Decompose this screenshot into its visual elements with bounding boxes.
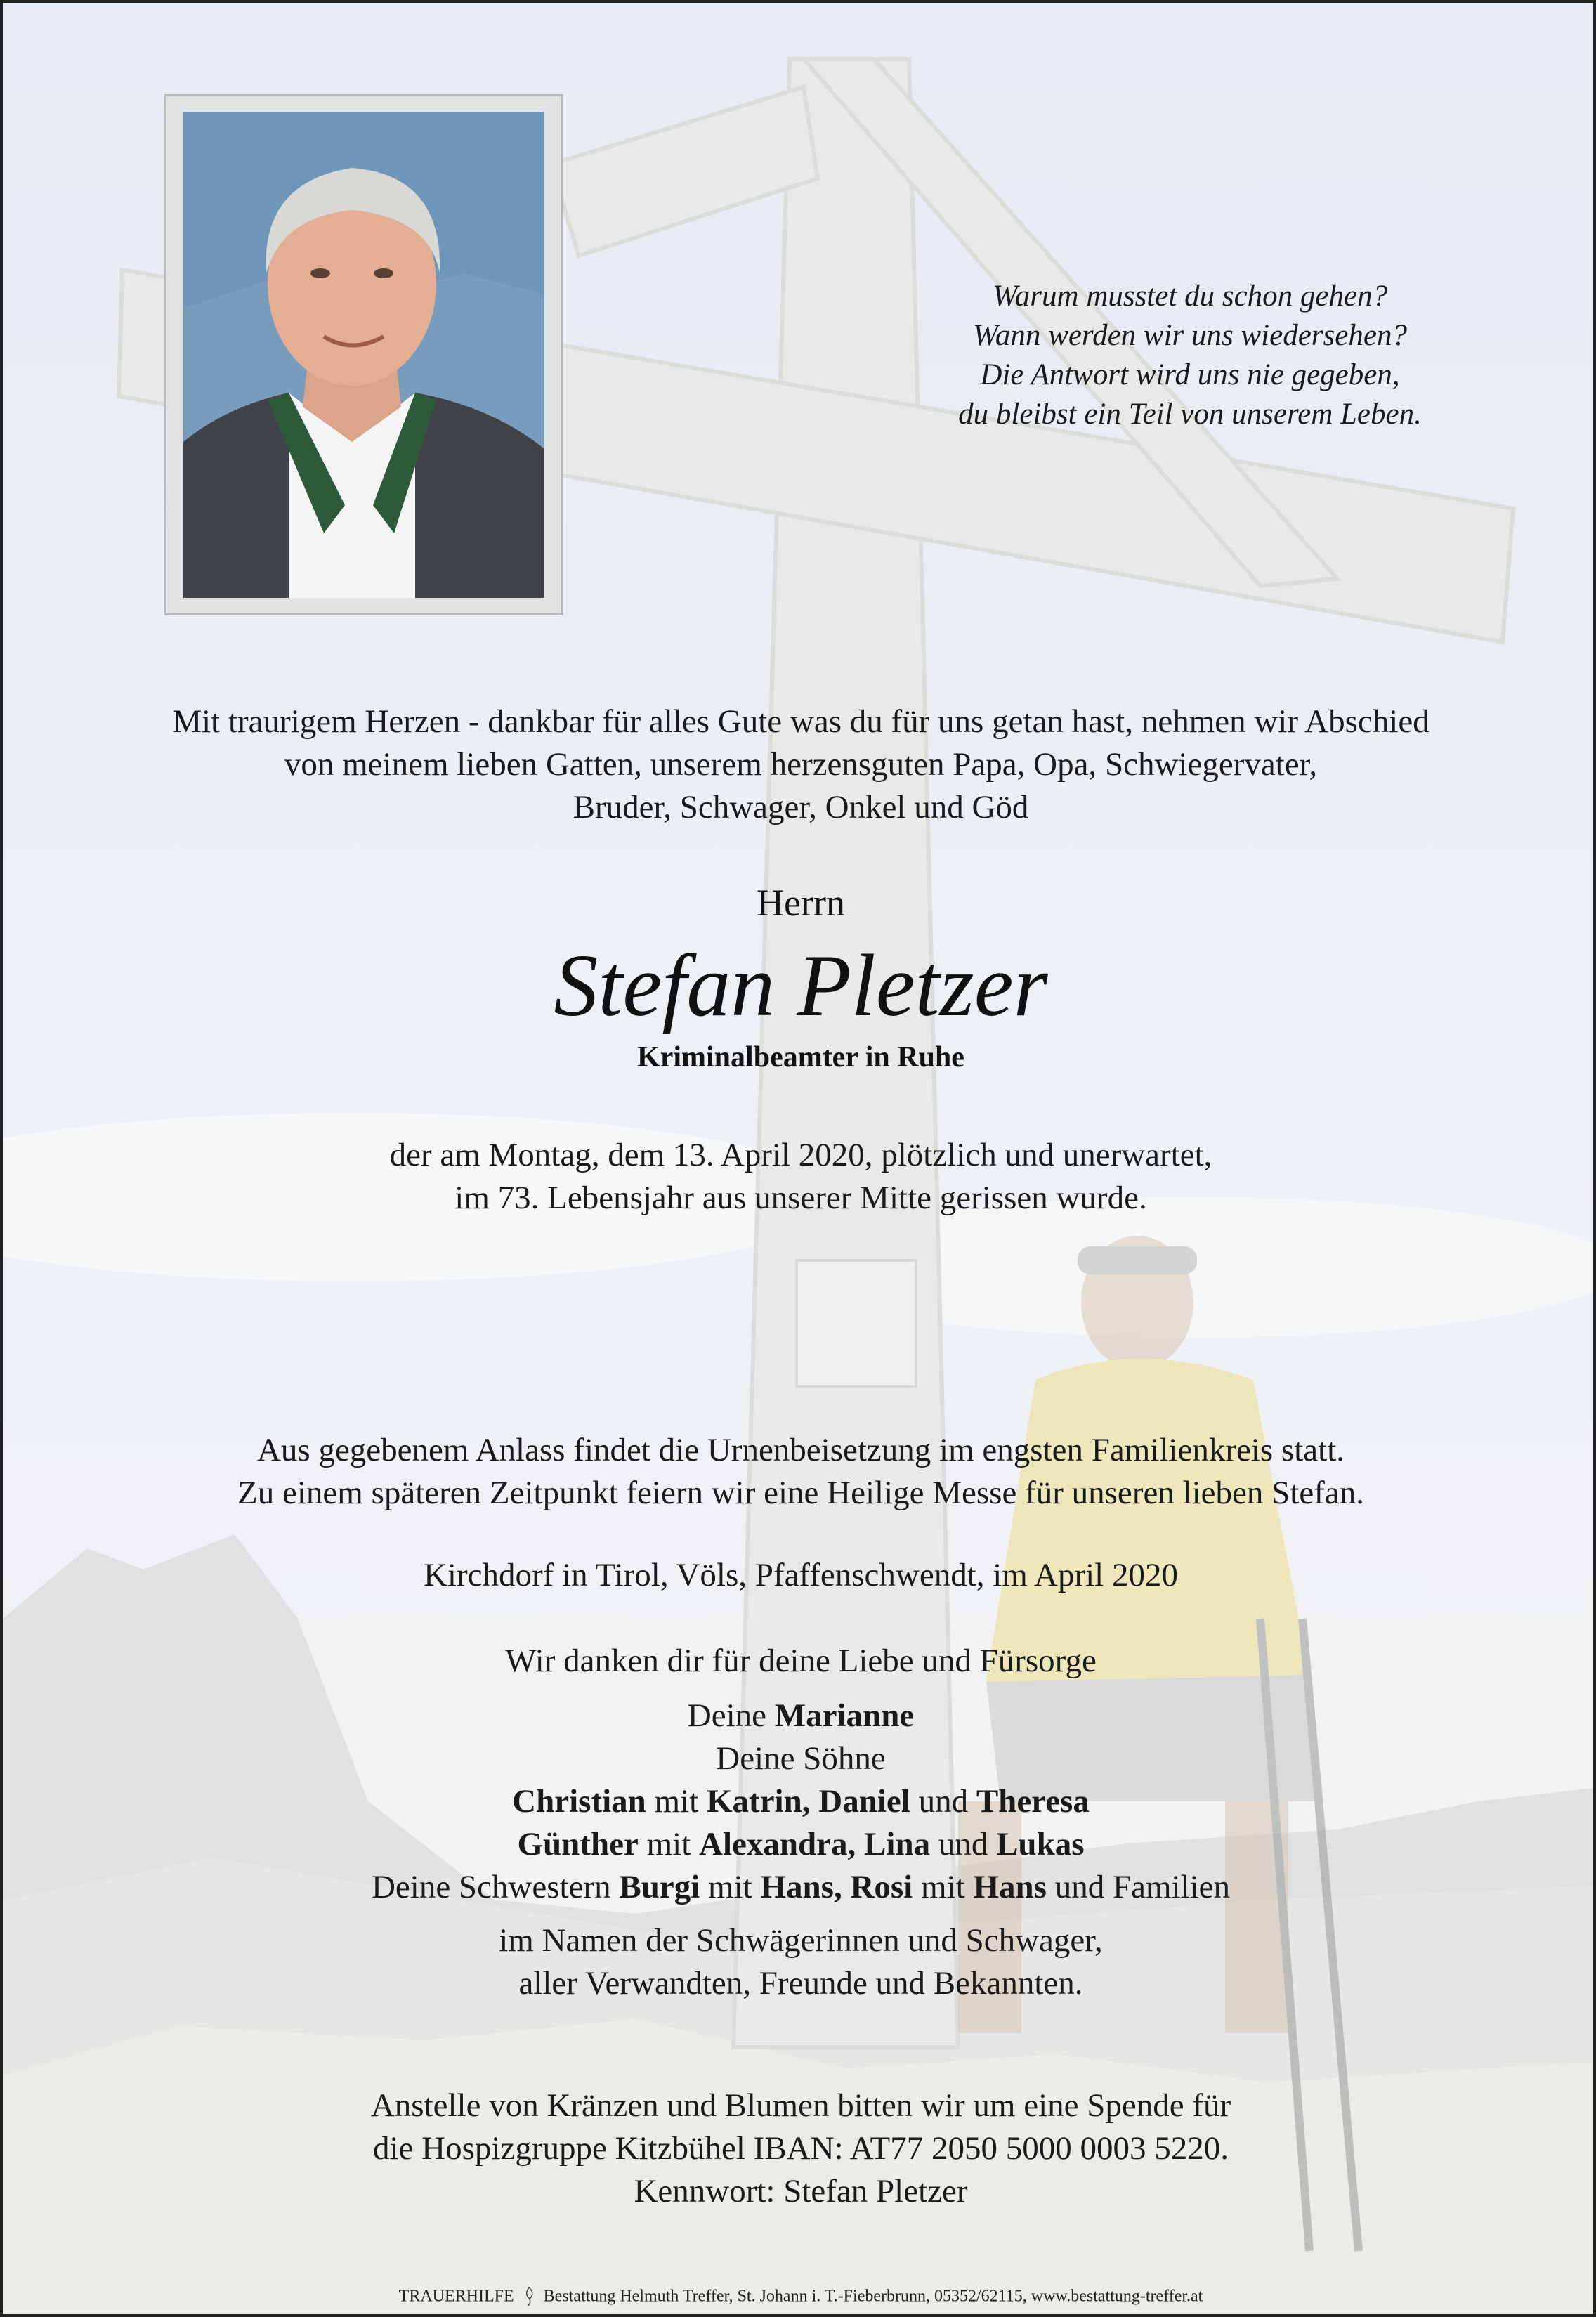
poem: [839, 277, 1541, 434]
ceremony-info: [3, 1429, 1596, 1515]
donation-request: [3, 2084, 1596, 2213]
mourner-son-1: Christian mit Katrin, Daniel und Theresa: [512, 1783, 1090, 1820]
poem-line: Die Antwort wird uns nie gegeben,: [980, 358, 1400, 391]
mourner-son-2: Günther mit Alexandra, Lina und Lukas: [517, 1826, 1085, 1862]
footer-text: Bestattung Helmuth Treffer, St. Johann i. T.-Fieberbrunn, 05352/62115, www.bestattung-treffer.at: [543, 2287, 1203, 2306]
leaf-logo-icon: [521, 2286, 537, 2307]
thanks-line: Wir danken dir für deine Liebe und Fürsorge: [505, 1643, 1097, 1679]
ceremony-line: Aus gegebenem Anlass findet die Urnenbeisetzung im engsten Familienkreis statt.: [256, 1432, 1345, 1468]
intro-line: Bruder, Schwager, Onkel und Göd: [573, 789, 1029, 825]
deceased-title: Kriminalbeamter in Ruhe: [637, 1041, 964, 1073]
relatives-line: im Namen der Schwägerinnen und Schwager,: [499, 1922, 1103, 1959]
relatives-text: [3, 1919, 1596, 2005]
footer: [3, 2286, 1596, 2307]
intro-text: [3, 700, 1596, 829]
poem-line: du bleibst ein Teil von unserem Leben.: [958, 398, 1422, 431]
deceased-name: Stefan Pletzer: [554, 937, 1048, 1035]
mourner-wife: Deine Marianne: [687, 1697, 915, 1734]
poem-line: Warum musstet du schon gehen?: [992, 280, 1388, 313]
portrait-frame: [164, 94, 563, 615]
salutation: Herrn: [757, 882, 845, 924]
donation-line: Kennwort: Stefan Pletzer: [634, 2173, 968, 2210]
donation-line: Anstelle von Kränzen und Blumen bitten wir um eine Spende für: [370, 2087, 1231, 2124]
mourners-list: [3, 1695, 1596, 1909]
place-date: Kirchdorf in Tirol, Völs, Pfaffenschwendt, im April 2020: [423, 1557, 1178, 1593]
footer-brand: TRAUERHILFE: [398, 2287, 514, 2306]
death-notice-line: der am Montag, dem 13. April 2020, plötzlich und unerwartet,: [389, 1137, 1212, 1173]
portrait-photo: [183, 112, 544, 598]
intro-line: von meinem lieben Gatten, unserem herzensguten Papa, Opa, Schwiegervater,: [284, 746, 1318, 783]
mourner-sisters: Deine Schwestern Burgi mit Hans, Rosi mit Hans und Familien: [371, 1869, 1231, 1905]
donation-line: die Hospizgruppe Kitzbühel IBAN: AT77 2050 5000 0003 5220.: [373, 2130, 1229, 2167]
relatives-line: aller Verwandten, Freunde und Bekannten.: [518, 1965, 1083, 2002]
ceremony-line: Zu einem späteren Zeitpunkt feiern wir eine Heilige Messe für unseren lieben Stefan.: [237, 1475, 1364, 1511]
mourner-sons-label: Deine Söhne: [716, 1740, 886, 1777]
death-notice: [3, 1134, 1596, 1220]
poem-line: Wann werden wir uns wiedersehen?: [973, 319, 1407, 352]
intro-line: Mit traurigem Herzen - dankbar für alles Gute was du für uns getan hast, nehmen wir Abschied: [172, 703, 1430, 740]
death-notice-line: im 73. Lebensjahr aus unserer Mitte gerissen wurde.: [454, 1180, 1147, 1216]
